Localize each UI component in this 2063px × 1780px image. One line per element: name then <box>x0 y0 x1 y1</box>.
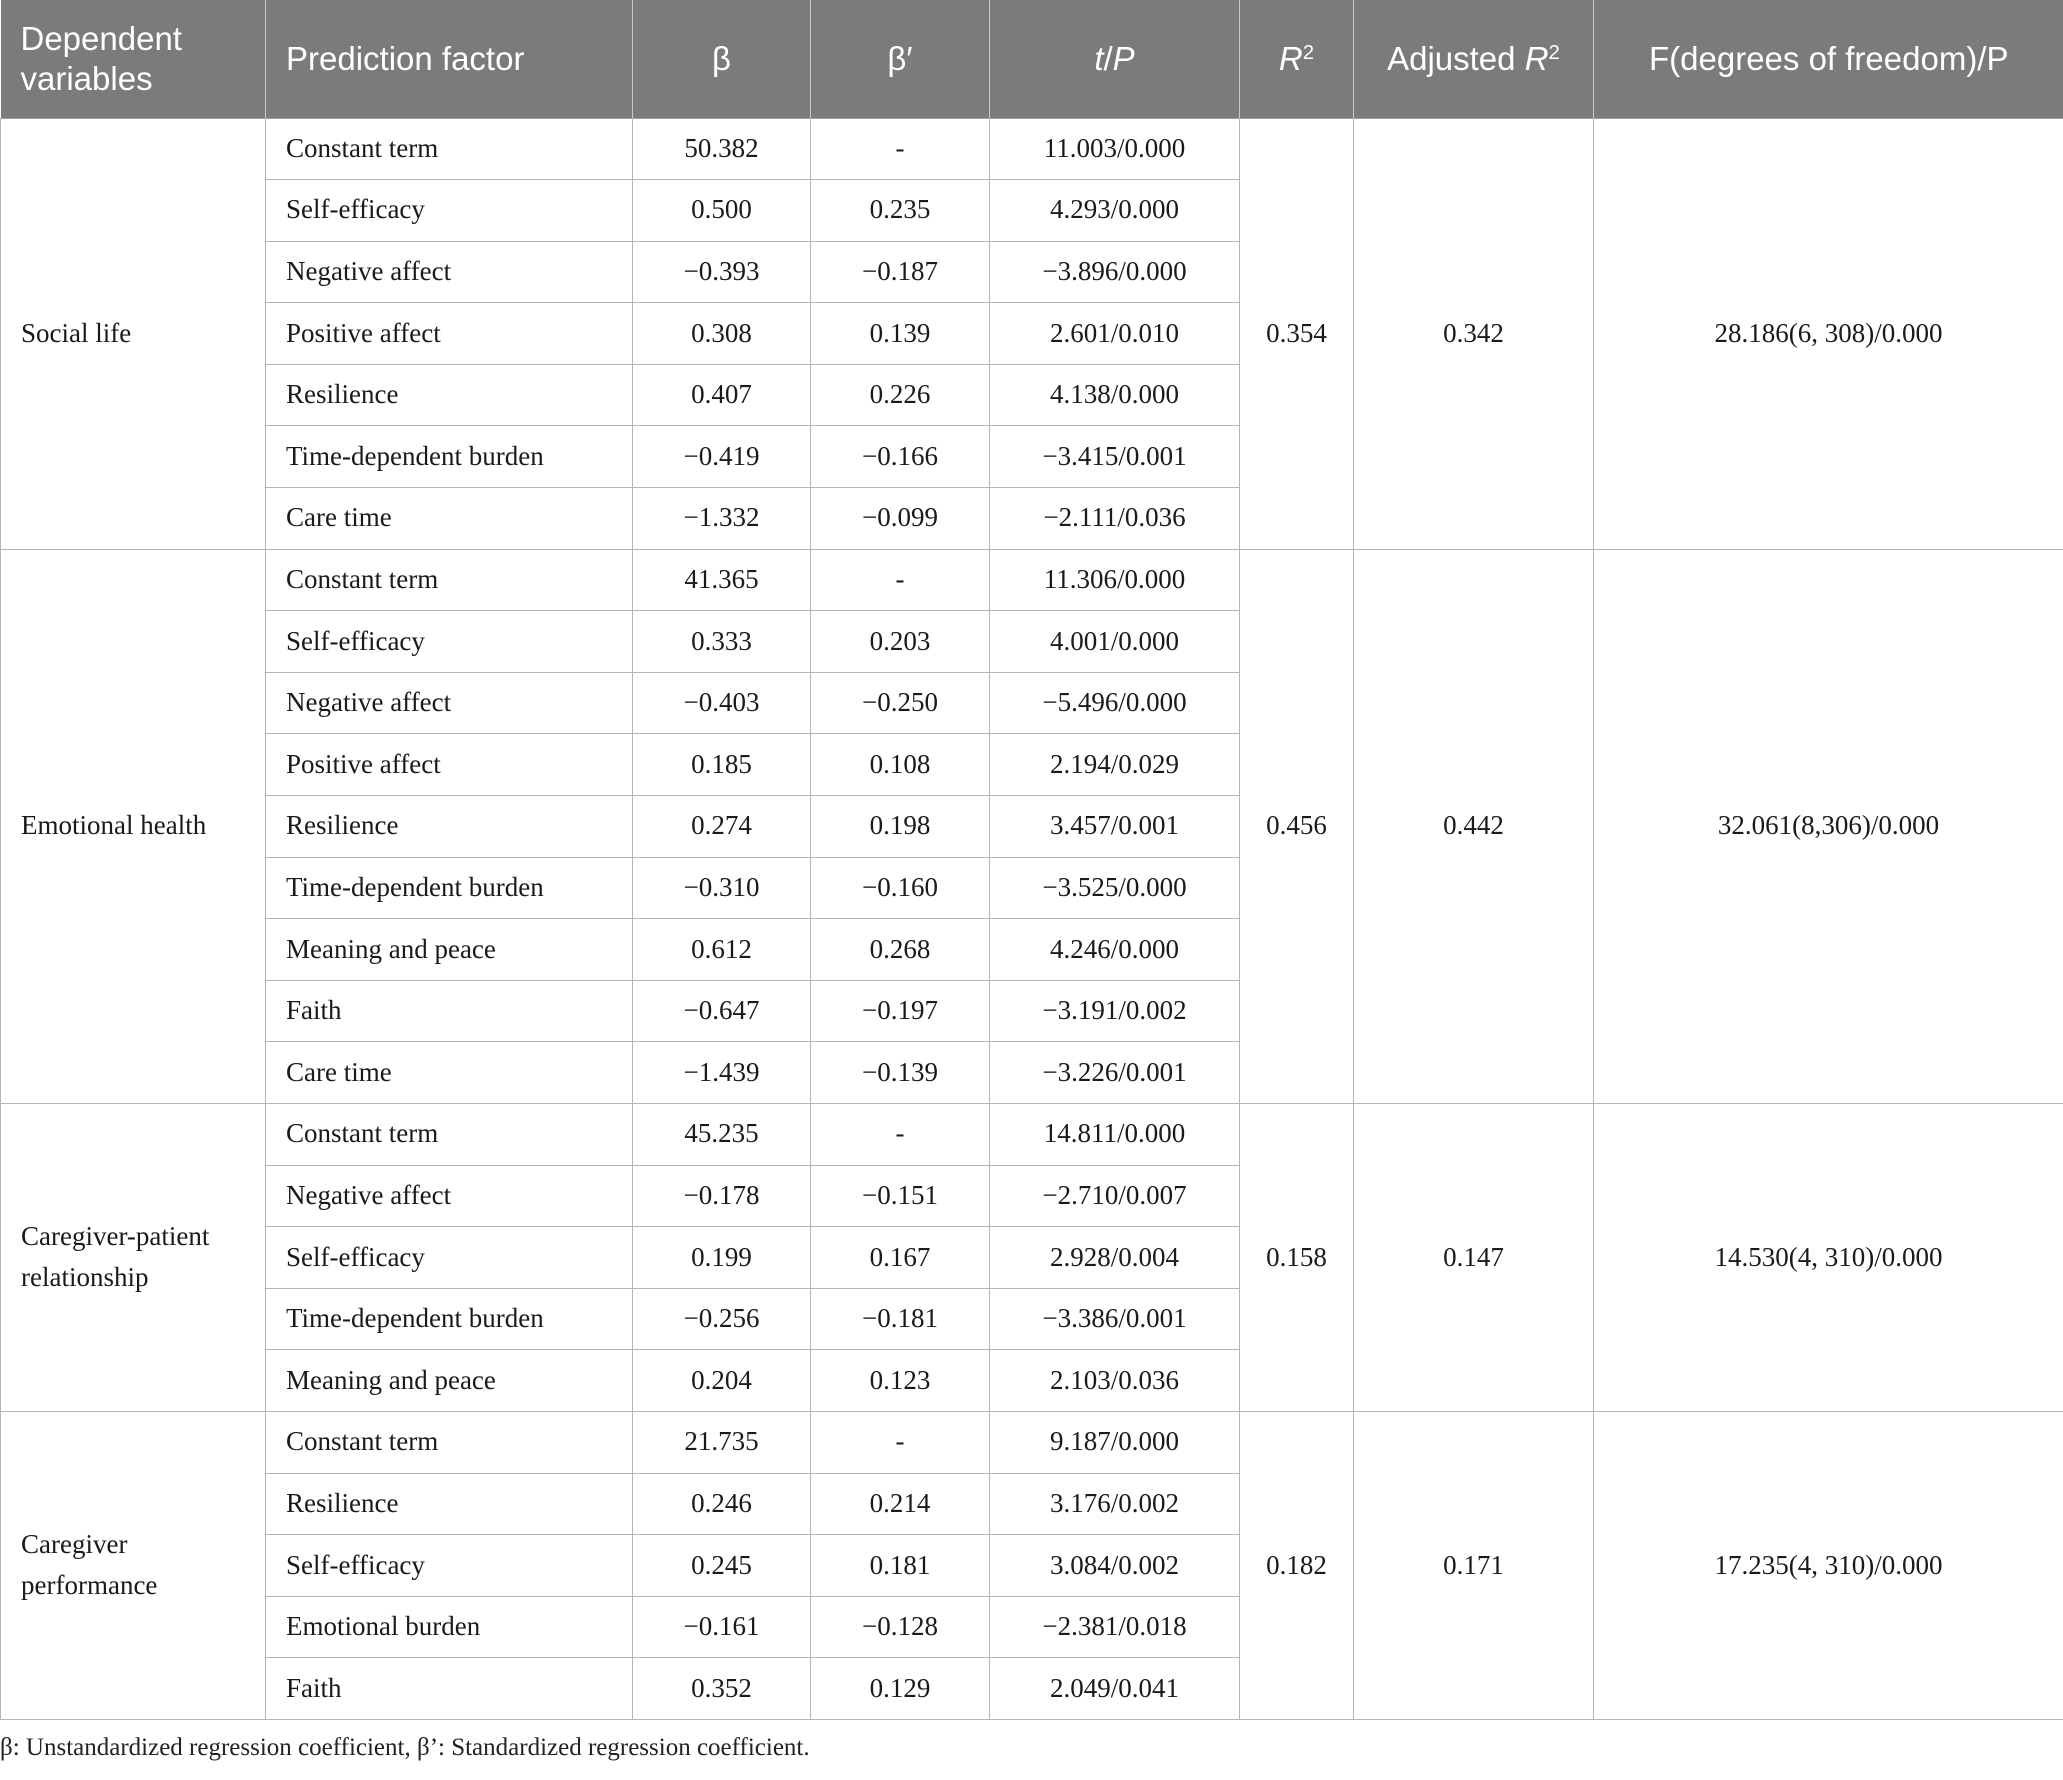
t-p-cell: −5.496/0.000 <box>990 672 1240 734</box>
beta-standardized-cell: 0.123 <box>811 1350 990 1412</box>
header-slash: / <box>1103 39 1113 77</box>
table-row <box>1 1104 2063 1166</box>
prediction-factor-cell: Time-dependent burden <box>266 426 633 488</box>
beta-standardized-cell: - <box>811 549 990 611</box>
beta-cell: −0.393 <box>633 241 811 303</box>
prediction-factor-cell: Constant term <box>266 1411 633 1473</box>
prediction-factor-cell: Positive affect <box>266 734 633 796</box>
f-statistic-cell: 17.235(4, 310)/0.000 <box>1594 1411 2063 1719</box>
beta-cell: 41.365 <box>633 549 811 611</box>
beta-cell: −1.332 <box>633 488 811 550</box>
adjusted-r-squared-cell: 0.171 <box>1354 1411 1594 1719</box>
t-p-cell: 2.928/0.004 <box>990 1227 1240 1289</box>
beta-cell: 0.308 <box>633 303 811 365</box>
header-adjusted-label: Adjusted <box>1387 39 1525 77</box>
beta-cell: 0.246 <box>633 1473 811 1535</box>
table-row <box>1 549 2063 611</box>
prediction-factor-cell: Positive affect <box>266 303 633 365</box>
header-beta: β <box>633 0 811 118</box>
header-t-label: t <box>1094 39 1104 77</box>
prediction-factor-cell: Resilience <box>266 796 633 858</box>
prediction-factor-cell: Negative affect <box>266 672 633 734</box>
t-p-cell: −2.381/0.018 <box>990 1596 1240 1658</box>
t-p-cell: 4.246/0.000 <box>990 919 1240 981</box>
beta-standardized-cell: 0.198 <box>811 796 990 858</box>
beta-cell: −1.439 <box>633 1042 811 1104</box>
header-prediction-factor: Prediction factor <box>266 0 633 118</box>
adjusted-r-squared-cell: 0.442 <box>1354 549 1594 1103</box>
table-row <box>1 1411 2063 1473</box>
beta-cell: −0.310 <box>633 857 811 919</box>
t-p-cell: 2.601/0.010 <box>990 303 1240 365</box>
dependent-variable-cell: Emotional health <box>1 549 266 1103</box>
beta-standardized-cell: 0.129 <box>811 1658 990 1720</box>
prediction-factor-cell: Care time <box>266 488 633 550</box>
header-r-squared <box>1240 0 1354 118</box>
beta-cell: 0.245 <box>633 1535 811 1597</box>
header-adjusted-r-label: R <box>1524 39 1549 77</box>
prediction-factor-cell: Self-efficacy <box>266 1535 633 1597</box>
adjusted-r-squared-cell: 0.342 <box>1354 118 1594 549</box>
r-squared-cell: 0.456 <box>1240 549 1354 1103</box>
prediction-factor-cell: Resilience <box>266 364 633 426</box>
t-p-cell: −3.415/0.001 <box>990 426 1240 488</box>
header-r-label: R <box>1278 39 1303 77</box>
prediction-factor-cell: Constant term <box>266 549 633 611</box>
beta-cell: −0.403 <box>633 672 811 734</box>
t-p-cell: 11.306/0.000 <box>990 549 1240 611</box>
beta-standardized-cell: - <box>811 1411 990 1473</box>
t-p-cell: 4.001/0.000 <box>990 611 1240 673</box>
header-beta-standardized: β′ <box>811 0 990 118</box>
beta-standardized-cell: −0.250 <box>811 672 990 734</box>
beta-standardized-cell: −0.139 <box>811 1042 990 1104</box>
t-p-cell: 14.811/0.000 <box>990 1104 1240 1166</box>
t-p-cell: −2.710/0.007 <box>990 1165 1240 1227</box>
header-row <box>1 0 2063 118</box>
beta-standardized-cell: −0.197 <box>811 980 990 1042</box>
t-p-cell: −3.525/0.000 <box>990 857 1240 919</box>
beta-cell: −0.178 <box>633 1165 811 1227</box>
t-p-cell: 3.084/0.002 <box>990 1535 1240 1597</box>
beta-standardized-cell: −0.181 <box>811 1288 990 1350</box>
header-p-label: P <box>1112 39 1135 77</box>
t-p-cell: 2.049/0.041 <box>990 1658 1240 1720</box>
header-f-statistic: F(degrees of freedom)/P <box>1594 0 2063 118</box>
beta-standardized-cell: −0.099 <box>811 488 990 550</box>
prediction-factor-cell: Faith <box>266 1658 633 1720</box>
beta-standardized-cell: −0.160 <box>811 857 990 919</box>
t-p-cell: 4.293/0.000 <box>990 180 1240 242</box>
t-p-cell: −3.896/0.000 <box>990 241 1240 303</box>
beta-cell: 0.185 <box>633 734 811 796</box>
table-row <box>1 118 2063 180</box>
prediction-factor-cell: Self-efficacy <box>266 180 633 242</box>
t-p-cell: −3.386/0.001 <box>990 1288 1240 1350</box>
beta-cell: 50.382 <box>633 118 811 180</box>
beta-cell: 0.204 <box>633 1350 811 1412</box>
beta-cell: 0.352 <box>633 1658 811 1720</box>
prediction-factor-cell: Resilience <box>266 1473 633 1535</box>
beta-standardized-cell: −0.166 <box>811 426 990 488</box>
beta-standardized-cell: 0.108 <box>811 734 990 796</box>
t-p-cell: −3.191/0.002 <box>990 980 1240 1042</box>
t-p-cell: −3.226/0.001 <box>990 1042 1240 1104</box>
table-body <box>1 118 2063 1719</box>
beta-cell: 0.274 <box>633 796 811 858</box>
beta-standardized-cell: 0.226 <box>811 364 990 426</box>
beta-standardized-cell: −0.151 <box>811 1165 990 1227</box>
t-p-cell: 2.103/0.036 <box>990 1350 1240 1412</box>
beta-standardized-cell: −0.128 <box>811 1596 990 1658</box>
t-p-cell: 9.187/0.000 <box>990 1411 1240 1473</box>
f-statistic-cell: 28.186(6, 308)/0.000 <box>1594 118 2063 549</box>
header-adjusted-r-squared <box>1354 0 1594 118</box>
beta-cell: −0.256 <box>633 1288 811 1350</box>
prediction-factor-cell: Constant term <box>266 1104 633 1166</box>
f-statistic-cell: 32.061(8,306)/0.000 <box>1594 549 2063 1103</box>
table-footnote: β: Unstandardized regression coefficient, β’: Standardized regression coefficient. <box>0 1733 810 1761</box>
t-p-cell: 2.194/0.029 <box>990 734 1240 796</box>
prediction-factor-cell: Care time <box>266 1042 633 1104</box>
beta-standardized-cell: −0.187 <box>811 241 990 303</box>
beta-cell: −0.419 <box>633 426 811 488</box>
t-p-cell: −2.111/0.036 <box>990 488 1240 550</box>
prediction-factor-cell: Faith <box>266 980 633 1042</box>
header-t-p <box>990 0 1240 118</box>
prediction-factor-cell: Self-efficacy <box>266 1227 633 1289</box>
r-squared-cell: 0.182 <box>1240 1411 1354 1719</box>
beta-cell: 21.735 <box>633 1411 811 1473</box>
header-r-superscript: 2 <box>1302 40 1315 64</box>
prediction-factor-cell: Negative affect <box>266 1165 633 1227</box>
beta-cell: 0.612 <box>633 919 811 981</box>
f-statistic-cell: 14.530(4, 310)/0.000 <box>1594 1104 2063 1412</box>
header-adjusted-superscript: 2 <box>1548 40 1560 64</box>
beta-cell: 0.199 <box>633 1227 811 1289</box>
beta-cell: 0.333 <box>633 611 811 673</box>
dependent-variable-cell: Social life <box>1 118 266 549</box>
prediction-factor-cell: Self-efficacy <box>266 611 633 673</box>
beta-standardized-cell: 0.203 <box>811 611 990 673</box>
beta-cell: 0.500 <box>633 180 811 242</box>
beta-cell: 0.407 <box>633 364 811 426</box>
prediction-factor-cell: Meaning and peace <box>266 919 633 981</box>
prediction-factor-cell: Negative affect <box>266 241 633 303</box>
beta-standardized-cell: 0.268 <box>811 919 990 981</box>
t-p-cell: 3.457/0.001 <box>990 796 1240 858</box>
r-squared-cell: 0.158 <box>1240 1104 1354 1412</box>
prediction-factor-cell: Constant term <box>266 118 633 180</box>
dependent-variable-cell: Caregiver performance <box>1 1411 266 1719</box>
beta-standardized-cell: 0.235 <box>811 180 990 242</box>
header-dependent-variables: Dependent variables <box>1 0 266 118</box>
prediction-factor-cell: Emotional burden <box>266 1596 633 1658</box>
prediction-factor-cell: Time-dependent burden <box>266 857 633 919</box>
prediction-factor-cell: Meaning and peace <box>266 1350 633 1412</box>
beta-cell: −0.161 <box>633 1596 811 1658</box>
beta-cell: 45.235 <box>633 1104 811 1166</box>
dependent-variable-cell: Caregiver-patient relationship <box>1 1104 266 1412</box>
t-p-cell: 3.176/0.002 <box>990 1473 1240 1535</box>
adjusted-r-squared-cell: 0.147 <box>1354 1104 1594 1412</box>
beta-standardized-cell: - <box>811 118 990 180</box>
t-p-cell: 4.138/0.000 <box>990 364 1240 426</box>
beta-cell: −0.647 <box>633 980 811 1042</box>
table-header <box>1 0 2063 118</box>
beta-standardized-cell: 0.167 <box>811 1227 990 1289</box>
beta-standardized-cell: - <box>811 1104 990 1166</box>
beta-standardized-cell: 0.139 <box>811 303 990 365</box>
beta-standardized-cell: 0.181 <box>811 1535 990 1597</box>
r-squared-cell: 0.354 <box>1240 118 1354 549</box>
beta-standardized-cell: 0.214 <box>811 1473 990 1535</box>
prediction-factor-cell: Time-dependent burden <box>266 1288 633 1350</box>
t-p-cell: 11.003/0.000 <box>990 118 1240 180</box>
